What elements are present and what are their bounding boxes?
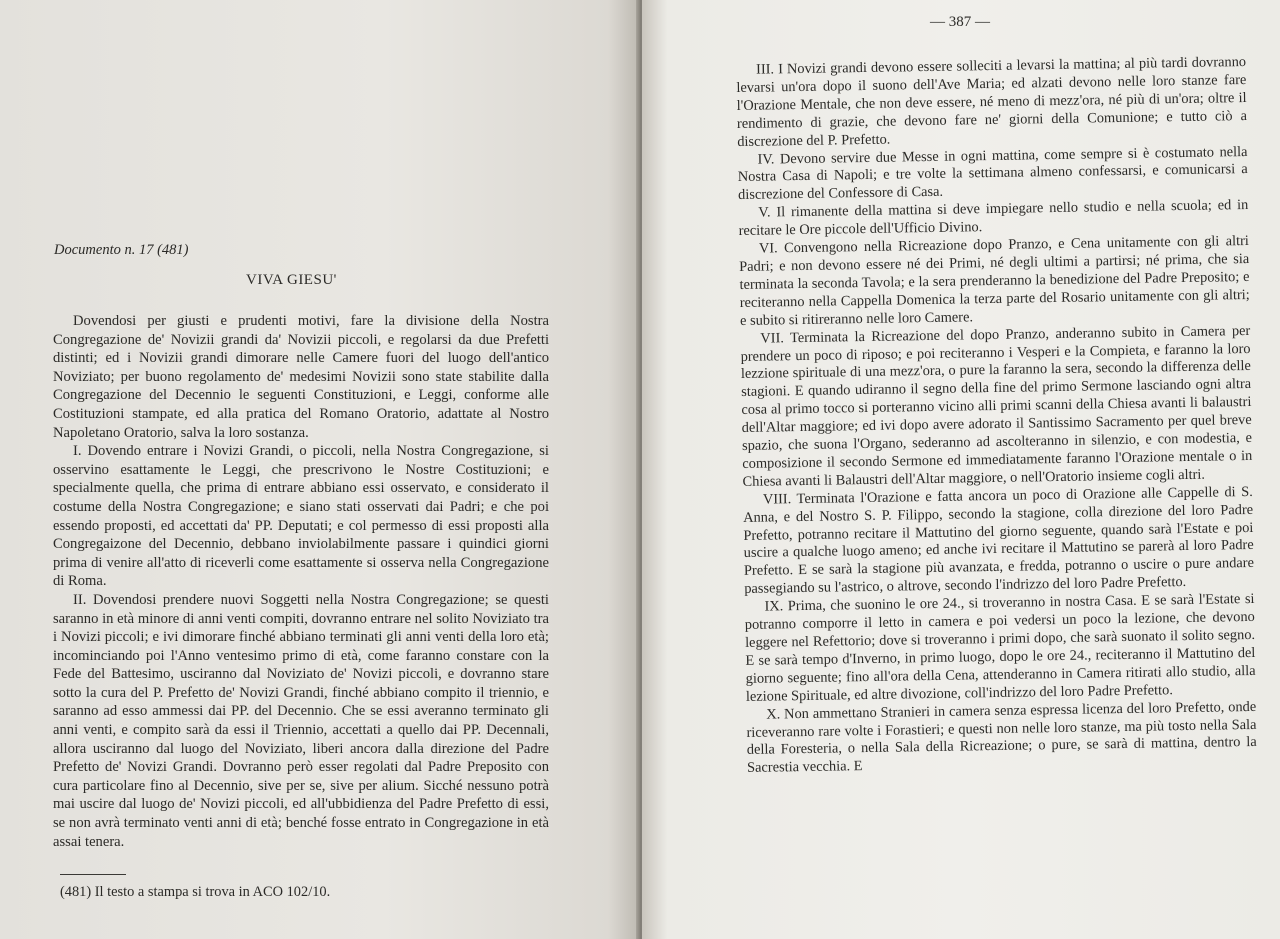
- paragraph-article-1: I. Dovendo entrare i Novizi Grandi, o piccoli, nella Nostra Congregazione, si osservino esattamente le Leggi, che prescrivono le Nostre Costituzioni; e specialmente quella, che prima di entrare abbiano essi osservato, e considerato il costume della Nostra Congregazione; e siano stati osservati dai Padri; e che poi essendo proposti, ed accettati da' PP. Deputati; e col permesso di essi proposti alla Congregaizone del Decennio, debbano inviolabilmente passare i quindici giorni prima di venire all'atto di riceverli come esattamente si osserva nella Congregazione di Roma.: [53, 443, 549, 590]
- paragraph-article-4: IV. Devono servire due Messe in ogni mattina, come sempre si è costumato nella Nostra Casa di Napoli; e tre volte la settimana almeno confessarsi, e comunicarsi a discrezione del Confessore di Casa.: [737, 143, 1248, 204]
- page-number: — 387 —: [930, 14, 990, 30]
- right-page-body: [736, 54, 1257, 778]
- document-title: VIVA GIESU': [246, 272, 337, 288]
- paragraph-article-10: X. Non ammettano Stranieri in camera senza espressa licenza del loro Prefetto, onde riceveranno rare volte i Forastieri; e questi non nelle loro stanze, ma più tosto nella Sala della Foresteria, o nella Sala della Ricreazione; o pure, se sarà di mattina, dentro la Sacrestia vecchia. E: [746, 698, 1257, 777]
- paragraph-article-6: VI. Convengono nella Ricreazione dopo Pranzo, e Cena unitamente con gli altri Padri; e non devono essere né dei Primi, né degli ultimi a partirsi; né prima, che sia terminata la seconda Tavola; e la sera prenderanno la benedizione del Padre Preposito; e reciteranno nella Cappella Domenica la terza parte del Rosario unitamente con gli altri; e subito si ritireranno nelle loro Camere.: [739, 233, 1250, 329]
- footnote: (481) Il testo a stampa si trova in ACO 102/10.: [60, 884, 331, 900]
- paragraph-intro: Dovendosi per giusti e prudenti motivi, fare la divisione della Nostra Congregazione de' Novizii grandi da' Novizii piccoli, e regolarsi da due Prefetti distinti; ed i Novizii grandi dimorare nelle Camere fuori del luogo dell'antico Noviziato; per buono regolamento de' medesimi Novizii sono state stabilite dalla Congregazione del Decennio le seguenti Constituzioni, e Leggi, conforme alle Costituzioni stampate, ed alla pratica del Romano Oratorio, adattate al Nostro Napoletano Oratorio, salva la loro sostanza.: [53, 313, 549, 441]
- paragraph-article-7: VII. Terminata la Ricreazione del dopo Pranzo, anderanno subito in Camera per prendere un poco di riposo; e poi reciteranno i Vesperi e la Compieta, e faranno la loro lezzione spirituale di una mezz'ora, o pure la faranno la sera, secondo la differenza delle stagioni. E quando udiranno il segno della fine del primo Sermone lasciando ogni altra cosa al primo tocco si porteranno vicino alli primi scanni della Chiesa avanti li balaustri dell'Altar maggiore; ed ivi dopo avere adorato il Santissimo Sacramento per quel breve spazio, che suona l'Organo, sederanno ad ascolteranno in silenzio, e con modestia, e composizione il secondo Sermone ed immediatamente faranno l'Orazione mentale o in Chiesa avanti li Balaustri dell'Altar maggiore, o nell'Oratorio insieme cogli altri.: [740, 322, 1253, 490]
- paragraph-article-3: III. I Novizi grandi devono essere solleciti a levarsi la mattina; al più tardi dovranno levarsi un'ora dopo il suono dell'Ave Maria; ed alzati devono nelle loro stanze fare l'Orazione Mentale, che non deve essere, né meno di mezz'ora, né più di un'ora; oltre il rendimento di grazie, che devono fare ne' giorni della Comunione; e tutto ciò a discrezione del P. Prefetto.: [736, 53, 1248, 150]
- document-label: Documento n. 17 (481): [54, 242, 189, 258]
- left-page-body: [53, 312, 549, 851]
- paragraph-article-8: VIII. Terminata l'Orazione e fatta ancora un poco di Orazione alle Cappelle di S. Anna, e del Nostro S. P. Filippo, secondo la stagione, colla direzione del loro Padre Prefetto, potranno recitare il Mattutino del giorno seguente, quando sarà l'Estate e poi uscire a qualche luogo ameno; ed anche ivi recitare il Mattutino se parerà al loro Padre Prefetto. E se sarà la stagione più avanzata, e fredda, potranno o uscire o pure andare passegiando su l'astrico, o altrove, secondo l'indrizzo del loro Padre Prefetto.: [743, 483, 1255, 598]
- paragraph-article-5: V. Il rimanente della mattina si deve impiegare nello studio e nella scuola; ed in recitare le Ore piccole dell'Ufficio Divino.: [738, 197, 1249, 240]
- footnote-divider: [60, 874, 126, 875]
- paragraph-article-2: II. Dovendosi prendere nuovi Soggetti nella Nostra Congregazione; se questi saranno in età minore di anni venti compiti, dovranno entrare nel solito Noviziato tra i Novizi piccoli; e ivi dimorare finché abbiano terminati gli anni venti della loro età; incominciando poi l'Anno ventesimo primo di età, come faranno constare con la Fede del Battesimo, usciranno dal Noviziato de' Novizi piccoli, e dovranno stare sotto la cura del P. Prefetto de' Novizi Grandi, finché abbiano compito il triennio, e saranno ad esso ammessi dai PP. del Decennio. Che se essi averanno terminato gli anni venti, e compito sarà da essi il Triennio, accettati a quello dai PP. Decennali, allora usciranno dal luogo del Noviziato, liberi ancora dalla direzione del Padre Prefetto de' Novizi Grandi. Dovranno però esser regolati dal Padre Preposito con cura particolare fino al Decennio, sive per se, sive per alium. Sicché nessuno potrà mai uscire dal luogo de' Novizi piccoli, ed all'ubbidienza del Padre Prefetto di essi, se non avrà terminato venti anni di età; benché fosse entrato in Congregazione in età assai tenera.: [53, 591, 549, 850]
- paragraph-article-9: IX. Prima, che suonino le ore 24., si troveranno in nostra Casa. E se sarà l'Estate si potranno comporre il letto in camera e poi vedersi un poco la lezione, che devono leggere nel Refettorio; dove si troveranno i primi dopo, che sarà suonato il solito segno. E se sarà tempo d'Inverno, in primo luogo, dopo le ore 24., reciteranno il Mattutino del giorno seguente; fino all'ora della Cena, attenderanno in Camera ritirati allo studio, alla lezione Spirituale, ed altre divozione, coll'indrizzo del loro Padre Prefetto.: [744, 591, 1256, 705]
